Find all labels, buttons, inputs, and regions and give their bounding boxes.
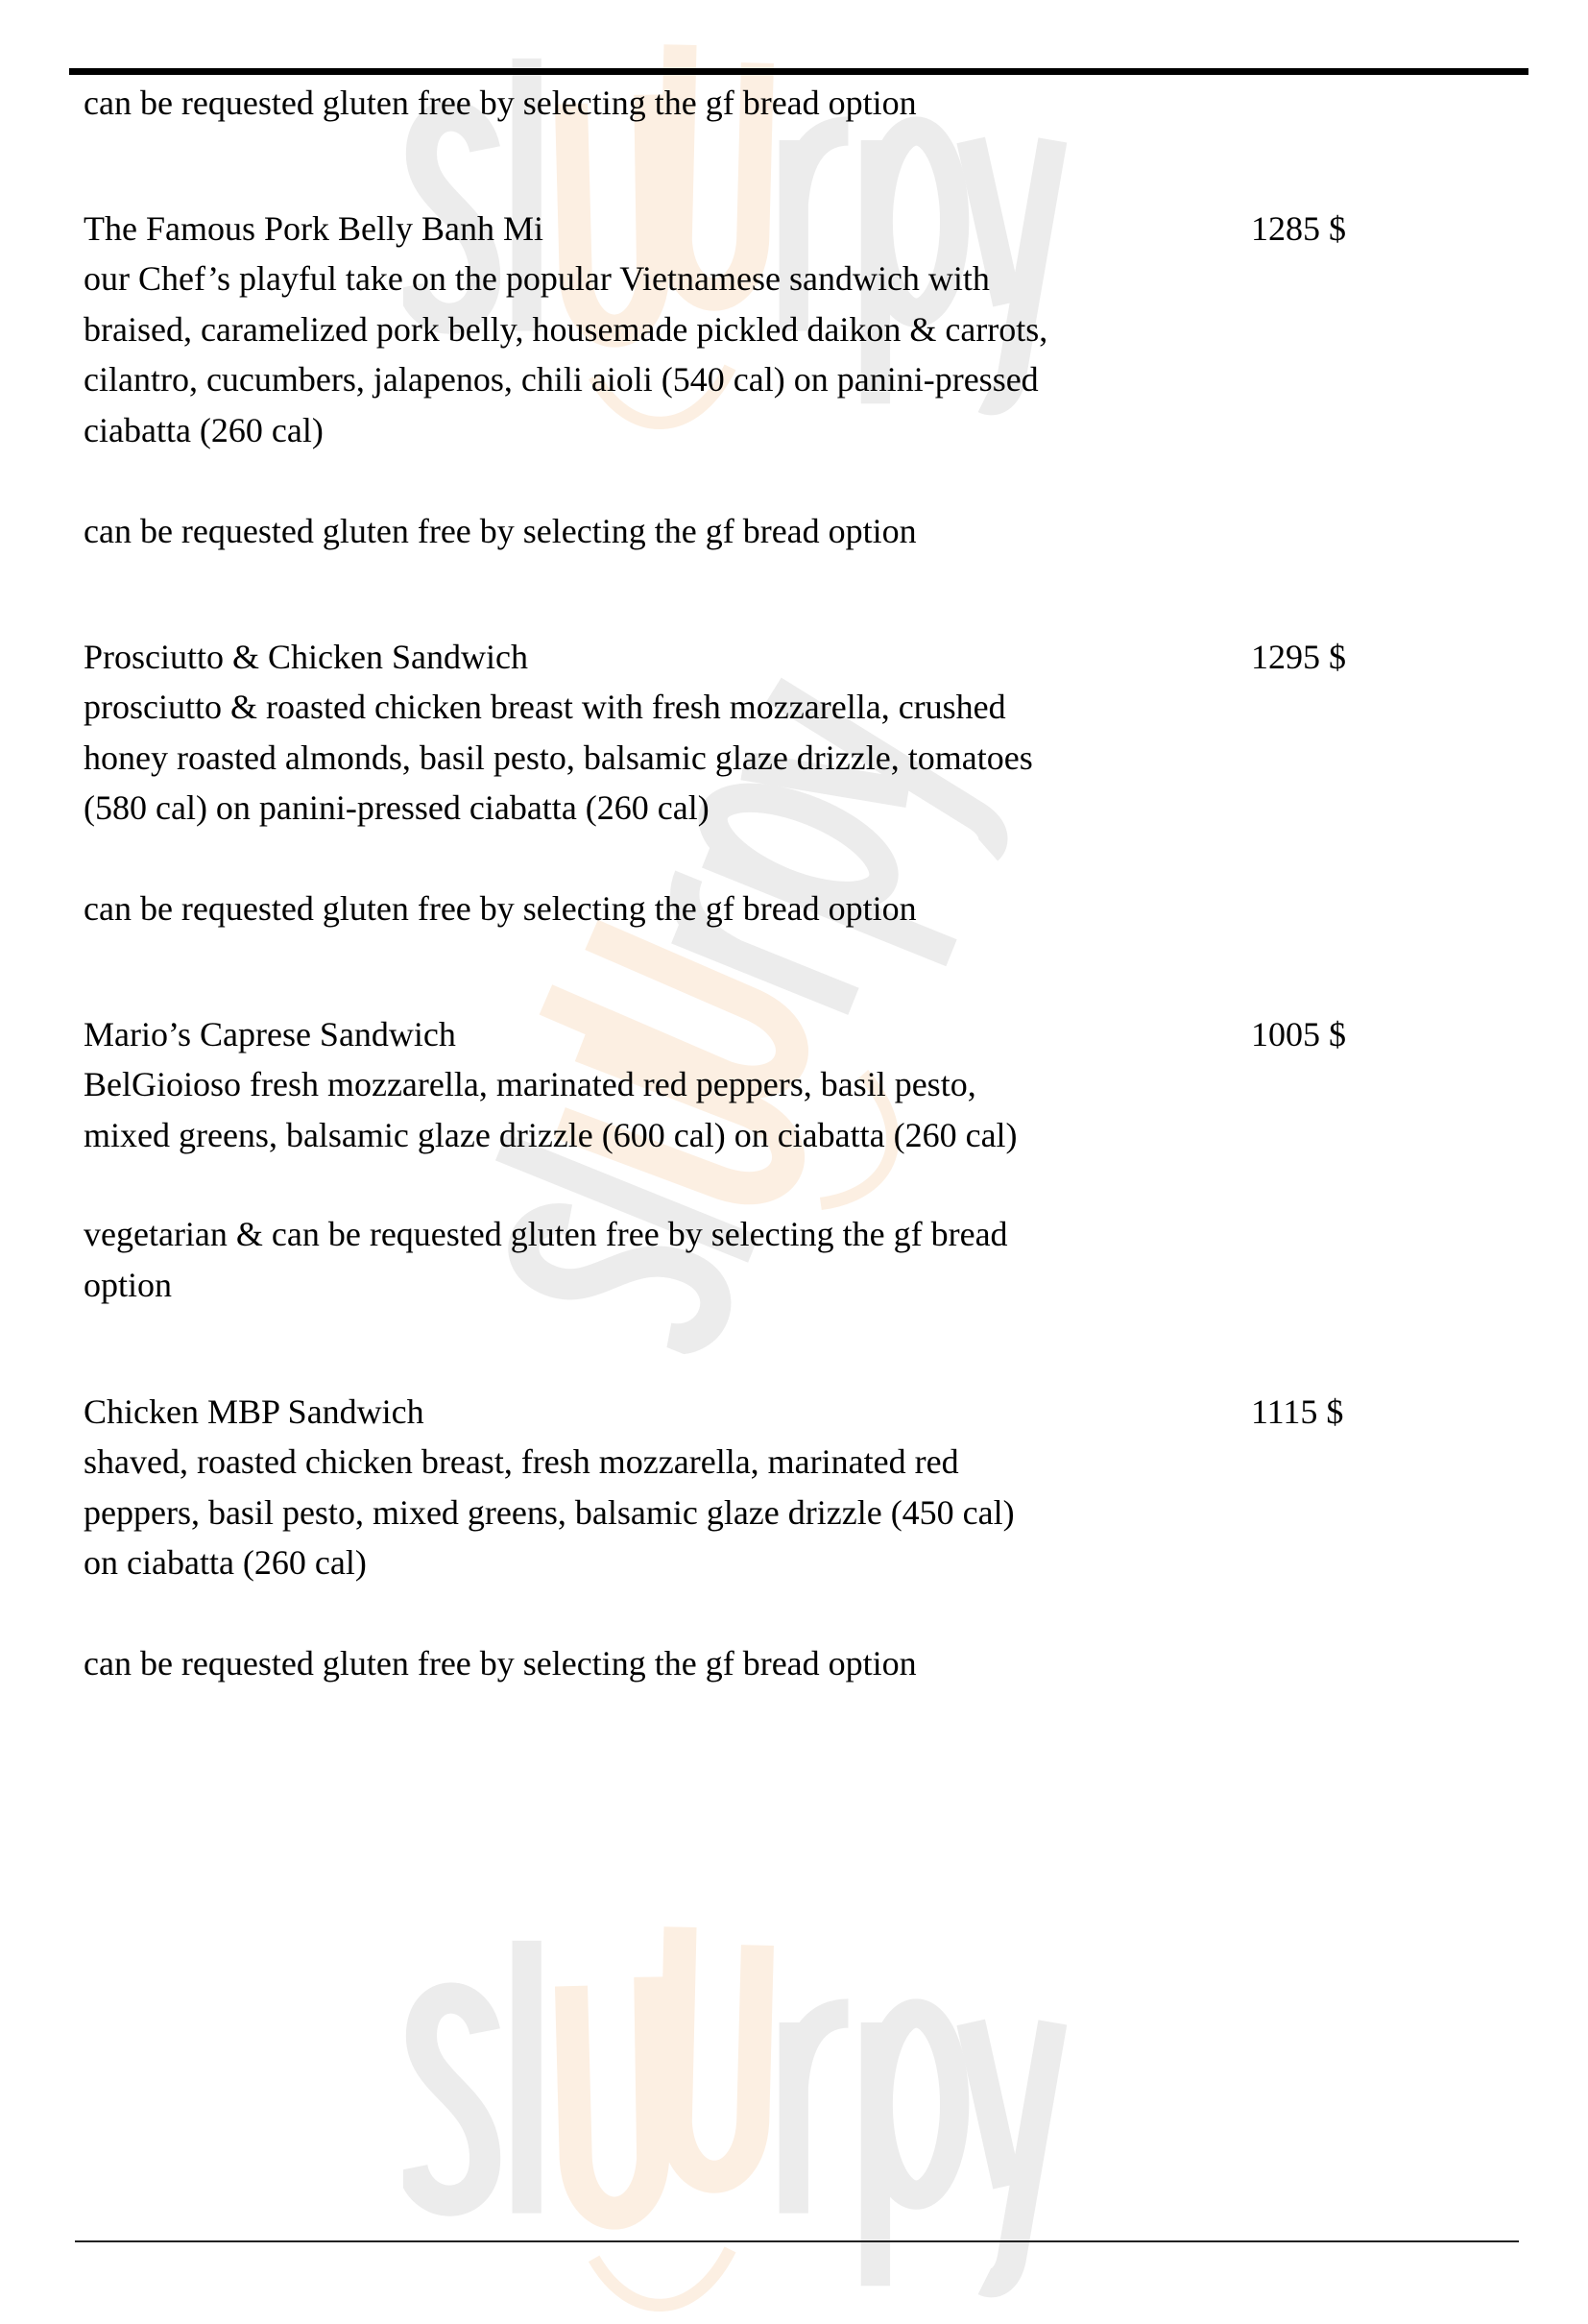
item-price: 1005 $ — [1251, 1015, 1346, 1053]
item-note: option — [84, 1266, 173, 1304]
item-note: can be requested gluten free by selecting the gf bread option — [84, 512, 917, 550]
item-note: can be requested gluten free by selecting the gf bread option — [84, 889, 917, 928]
item-name: Chicken MBP Sandwich — [84, 1392, 424, 1431]
item-name: Mario’s Caprese Sandwich — [84, 1015, 456, 1053]
sluurpy-watermark-logo — [403, 1921, 1075, 2324]
bottom-divider — [75, 2240, 1519, 2242]
item-name: Prosciutto & Chicken Sandwich — [84, 638, 528, 676]
item-price: 1295 $ — [1251, 638, 1346, 676]
item-description-line: on ciabatta (260 cal) — [84, 1543, 367, 1582]
item-description-line: mixed greens, balsamic glaze drizzle (600 cal) on ciabatta (260 cal) — [84, 1116, 1018, 1154]
item-description-line: shaved, roasted chicken breast, fresh mozzarella, marinated red — [84, 1442, 959, 1481]
item-description-line: honey roasted almonds, basil pesto, balsamic glaze drizzle, tomatoes — [84, 738, 1033, 777]
item-description-line: prosciutto & roasted chicken breast with fresh mozzarella, crushed — [84, 688, 1006, 726]
item-description-line: cilantro, cucumbers, jalapenos, chili aioli (540 cal) on panini-pressed — [84, 360, 1039, 399]
item-description-line: ciabatta (260 cal) — [84, 411, 324, 449]
intro-note: can be requested gluten free by selecting the gf bread option — [84, 84, 917, 122]
item-price: 1285 $ — [1251, 209, 1346, 248]
item-name: The Famous Pork Belly Banh Mi — [84, 209, 543, 248]
top-divider — [69, 68, 1528, 75]
item-price: 1115 $ — [1251, 1392, 1344, 1431]
item-note: can be requested gluten free by selecting the gf bread option — [84, 1644, 917, 1682]
item-description-line: peppers, basil pesto, mixed greens, balsamic glaze drizzle (450 cal) — [84, 1493, 1015, 1532]
item-note: vegetarian & can be requested gluten free by selecting the gf bread — [84, 1215, 1008, 1253]
item-description-line: our Chef’s playful take on the popular Vietnamese sandwich with — [84, 259, 990, 298]
item-description-line: BelGioioso fresh mozzarella, marinated red peppers, basil pesto, — [84, 1065, 976, 1103]
item-description-line: braised, caramelized pork belly, housemade pickled daikon & carrots, — [84, 310, 1048, 349]
item-description-line: (580 cal) on panini-pressed ciabatta (260 cal) — [84, 788, 710, 827]
